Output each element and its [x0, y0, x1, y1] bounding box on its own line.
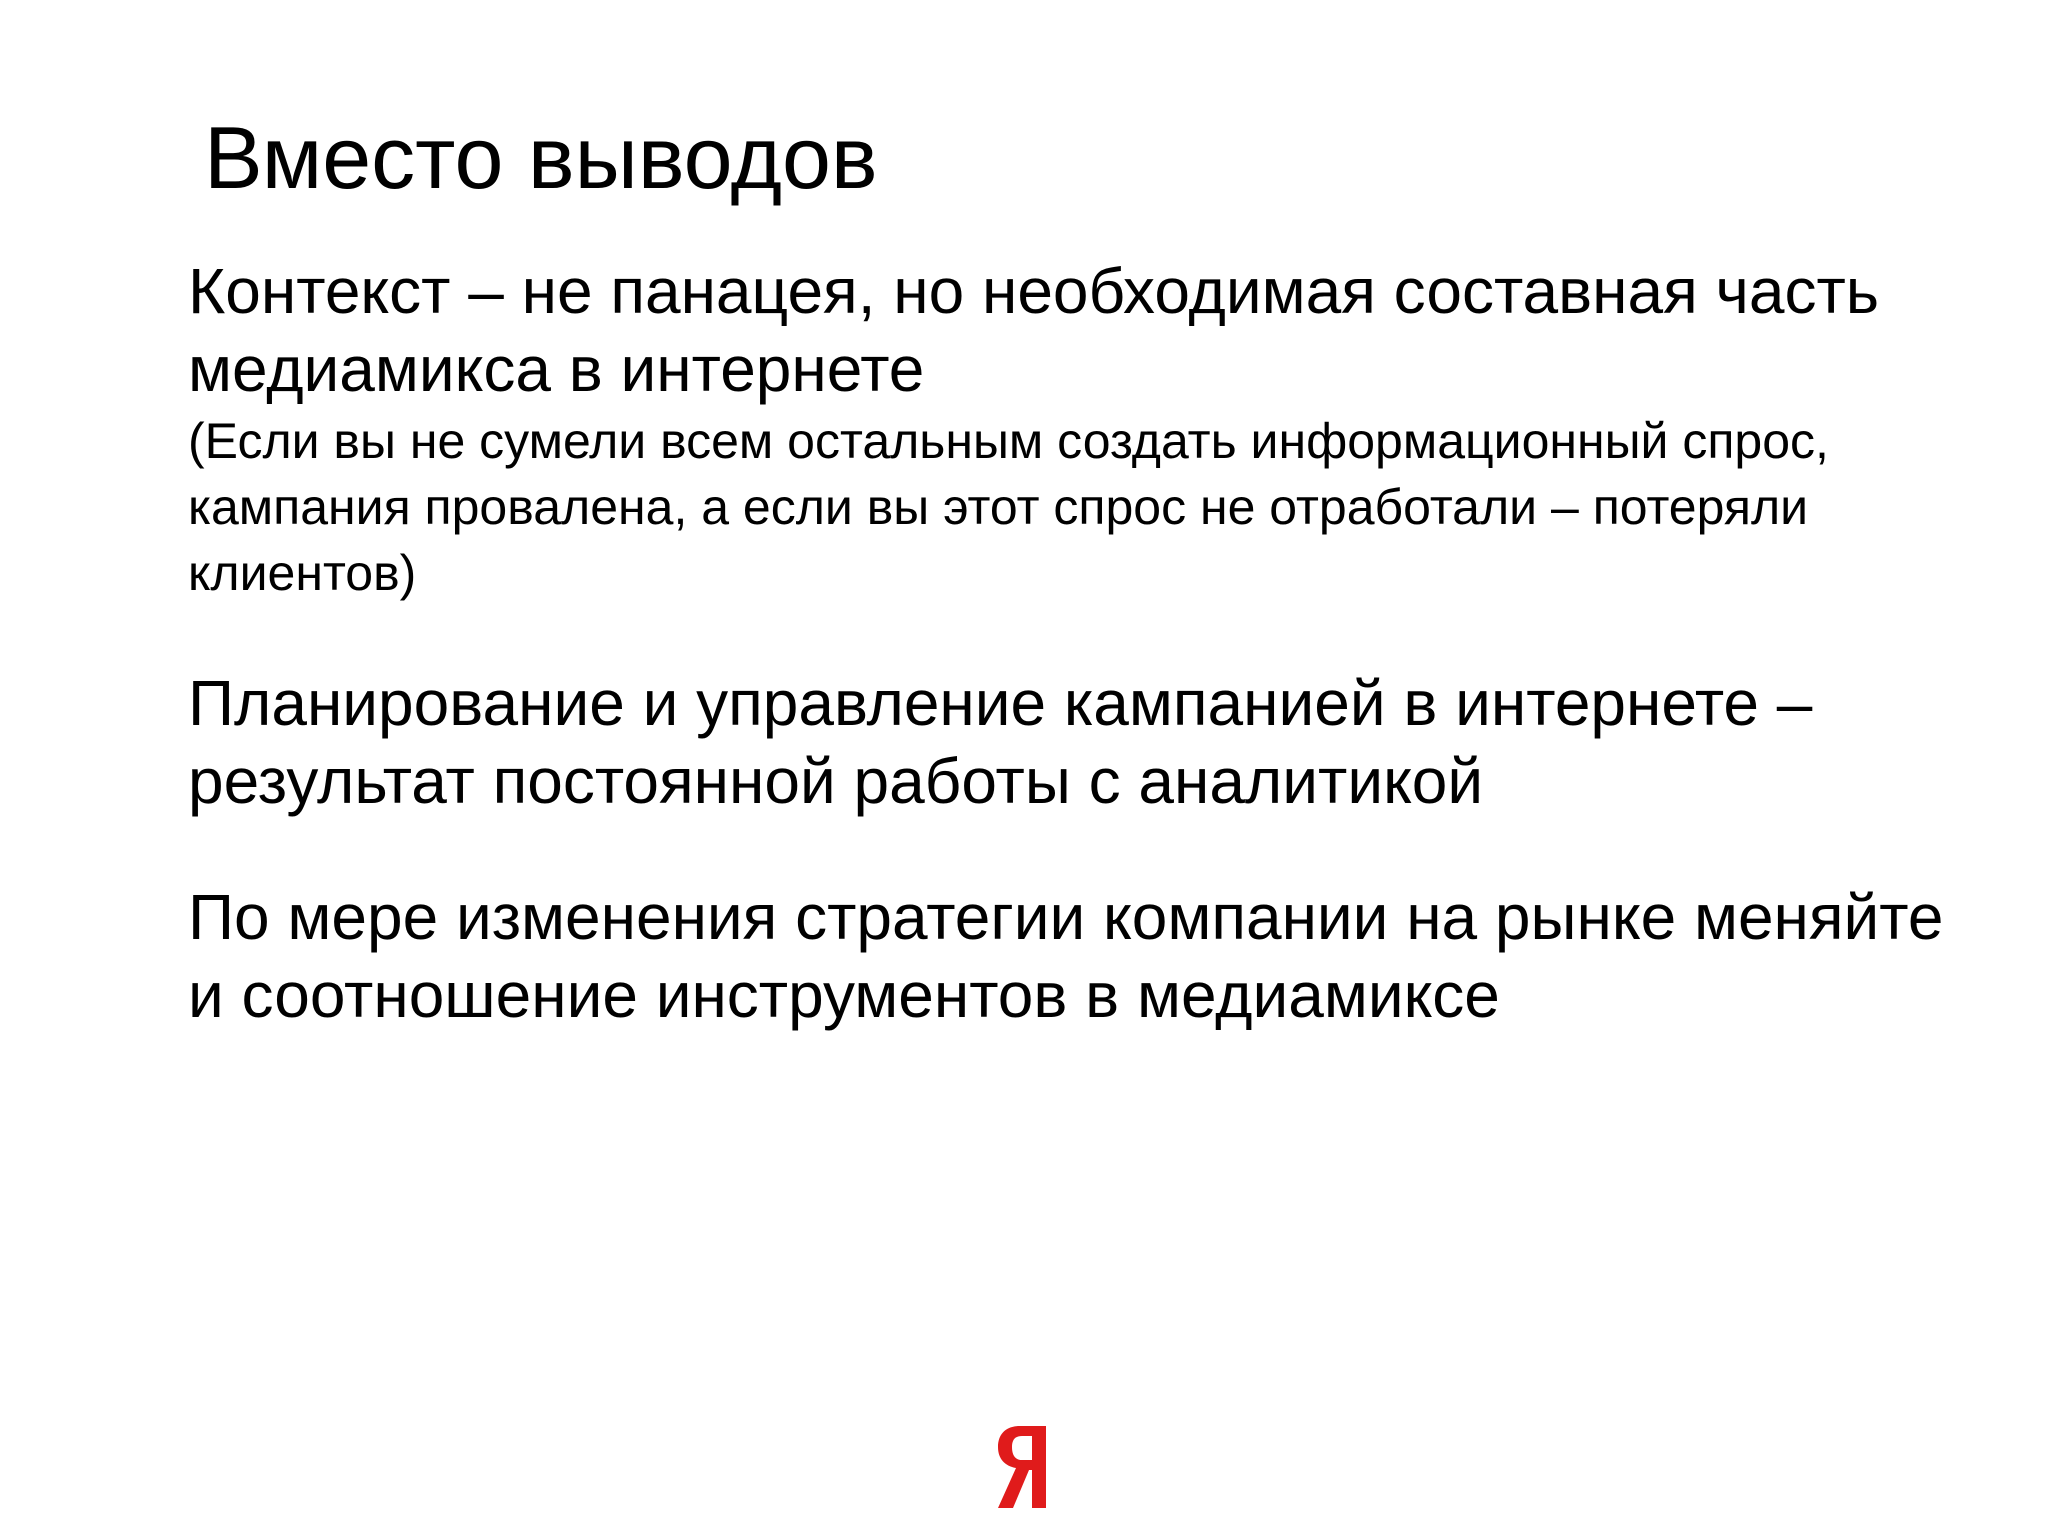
slide-body — [188, 252, 1988, 1092]
point-planning-text: Планирование и управление кампанией в интернете – результат постоянной работы с аналитикой — [188, 667, 1813, 817]
point-strategy-text: По мере изменения стратегии компании на рынке меняйте и соотношение инструментов в медиамиксе — [188, 881, 1944, 1031]
slide-title: Вместо выводов — [204, 108, 878, 207]
point-planning — [188, 664, 1988, 820]
point-strategy — [188, 878, 1988, 1034]
yandex-logo-icon — [994, 1420, 1054, 1512]
point-context-text: Контекст – не панацея, но необходимая составная часть медиамикса в интернете — [188, 255, 1880, 405]
point-context-note: (Если вы не сумели всем остальным создать информационный спрос, кампания провалена, а если вы этот спрос не отработали – потеряли клиентов) — [188, 413, 1829, 601]
point-context — [188, 252, 1988, 606]
